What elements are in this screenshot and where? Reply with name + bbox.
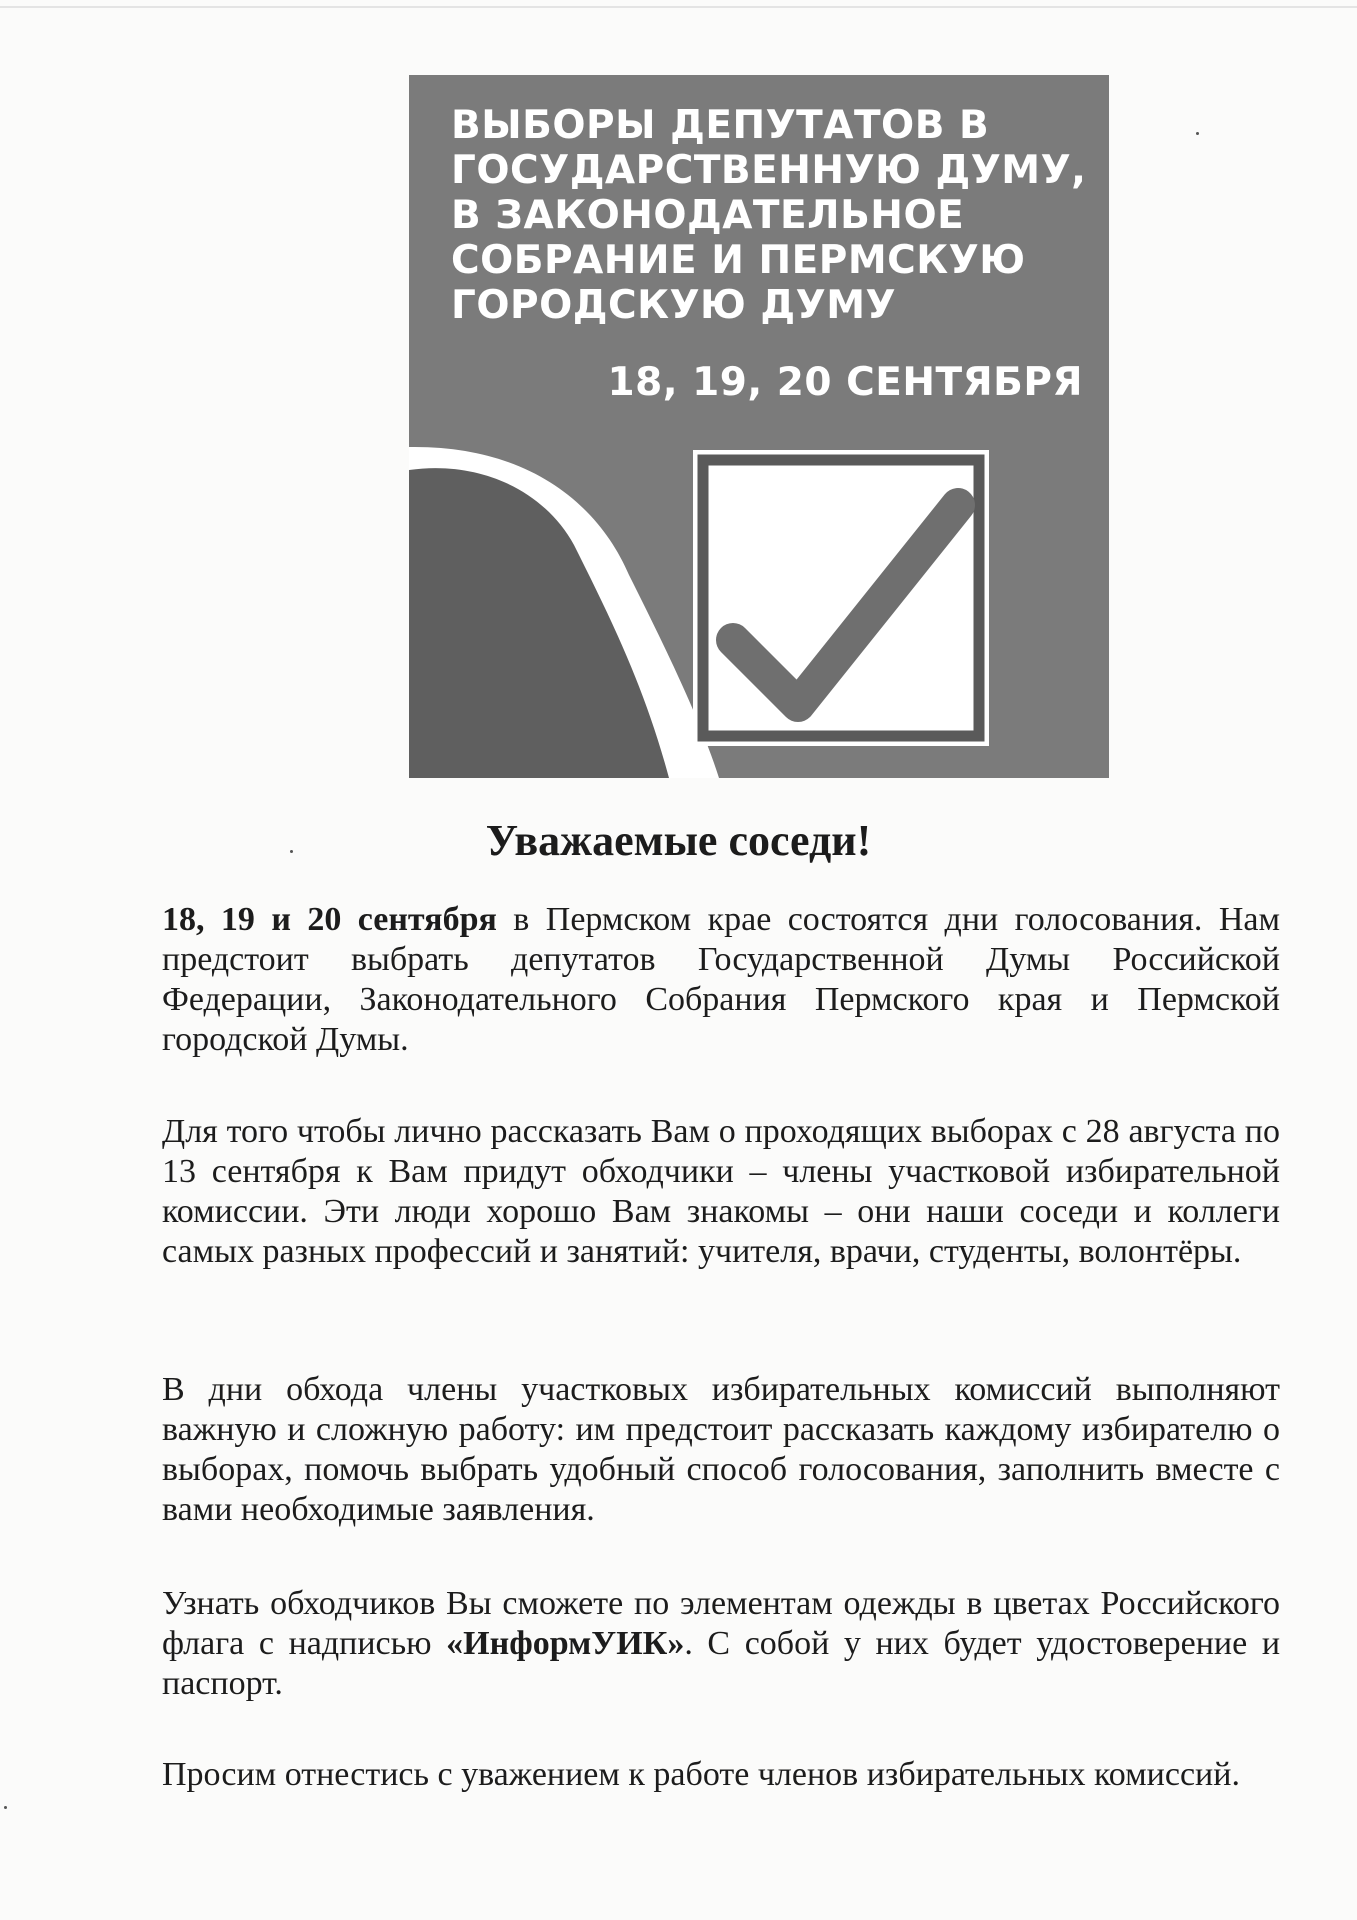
paragraph-identification bbox=[162, 1584, 1280, 1704]
paragraph-voting-days bbox=[162, 900, 1280, 1060]
identification-text-end: . С собой у них будет удостоверение и паспорт. bbox=[162, 1625, 1281, 1702]
scan-edge-line bbox=[0, 6, 1357, 8]
informuik-label: «ИнформУИК» bbox=[446, 1625, 685, 1662]
poster-title: ВЫБОРЫ ДЕПУТАТОВ В ГОСУДАРСТВЕННУЮ ДУМУ, В ЗАКОНОДАТЕЛЬНОЕ СОБРАНИЕ И ПЕРМСКУЮ ГОРОДСКУЮ ДУМУ bbox=[451, 103, 1087, 328]
scan-speck bbox=[4, 1806, 7, 1809]
voting-dates-bold: 18, 19 и 20 сентября bbox=[162, 901, 497, 938]
checkmark-box-icon bbox=[693, 450, 989, 746]
paragraph-request: Просим отнестись с уважением к работе членов избирательных комиссий. bbox=[162, 1756, 1240, 1793]
election-poster bbox=[409, 75, 1109, 778]
scan-speck bbox=[1196, 132, 1199, 135]
poster-dates: 18, 19, 20 СЕНТЯБРЯ bbox=[607, 360, 1083, 405]
identification-text-start: Узнать обходчиков Вы сможете по элементам одежды в цветах Российского флага с надписью bbox=[162, 1585, 1280, 1662]
paragraph-canvassers: Для того чтобы лично рассказать Вам о проходящих выборах с 28 августа по 13 сентября к Вам придут обходчики – члены участковой избирательной комиссии. Эти люди хорошо Вам знакомы – они наши соседи и коллеги самых разных профессий и занятий: учителя, врачи, студенты, волонтёры. bbox=[162, 1113, 1280, 1270]
voting-days-text: в Пермском крае состоятся дни голосования. Нам предстоит выбрать депутатов Государственной Думы Российской Федерации, Законодательного Собрания Пермского края и Пермской городской Думы. bbox=[162, 901, 1280, 1058]
scan-speck bbox=[290, 850, 293, 853]
paragraph-commission-work: В дни обхода члены участковых избирательных комиссий выполняют важную и сложную работу: им предстоит рассказать каждому избирателю о выборах, помочь выбрать удобный способ голосования, заполнить вместе с вами необходимые заявления. bbox=[162, 1371, 1280, 1528]
letter-heading: Уважаемые соседи! bbox=[485, 816, 872, 865]
